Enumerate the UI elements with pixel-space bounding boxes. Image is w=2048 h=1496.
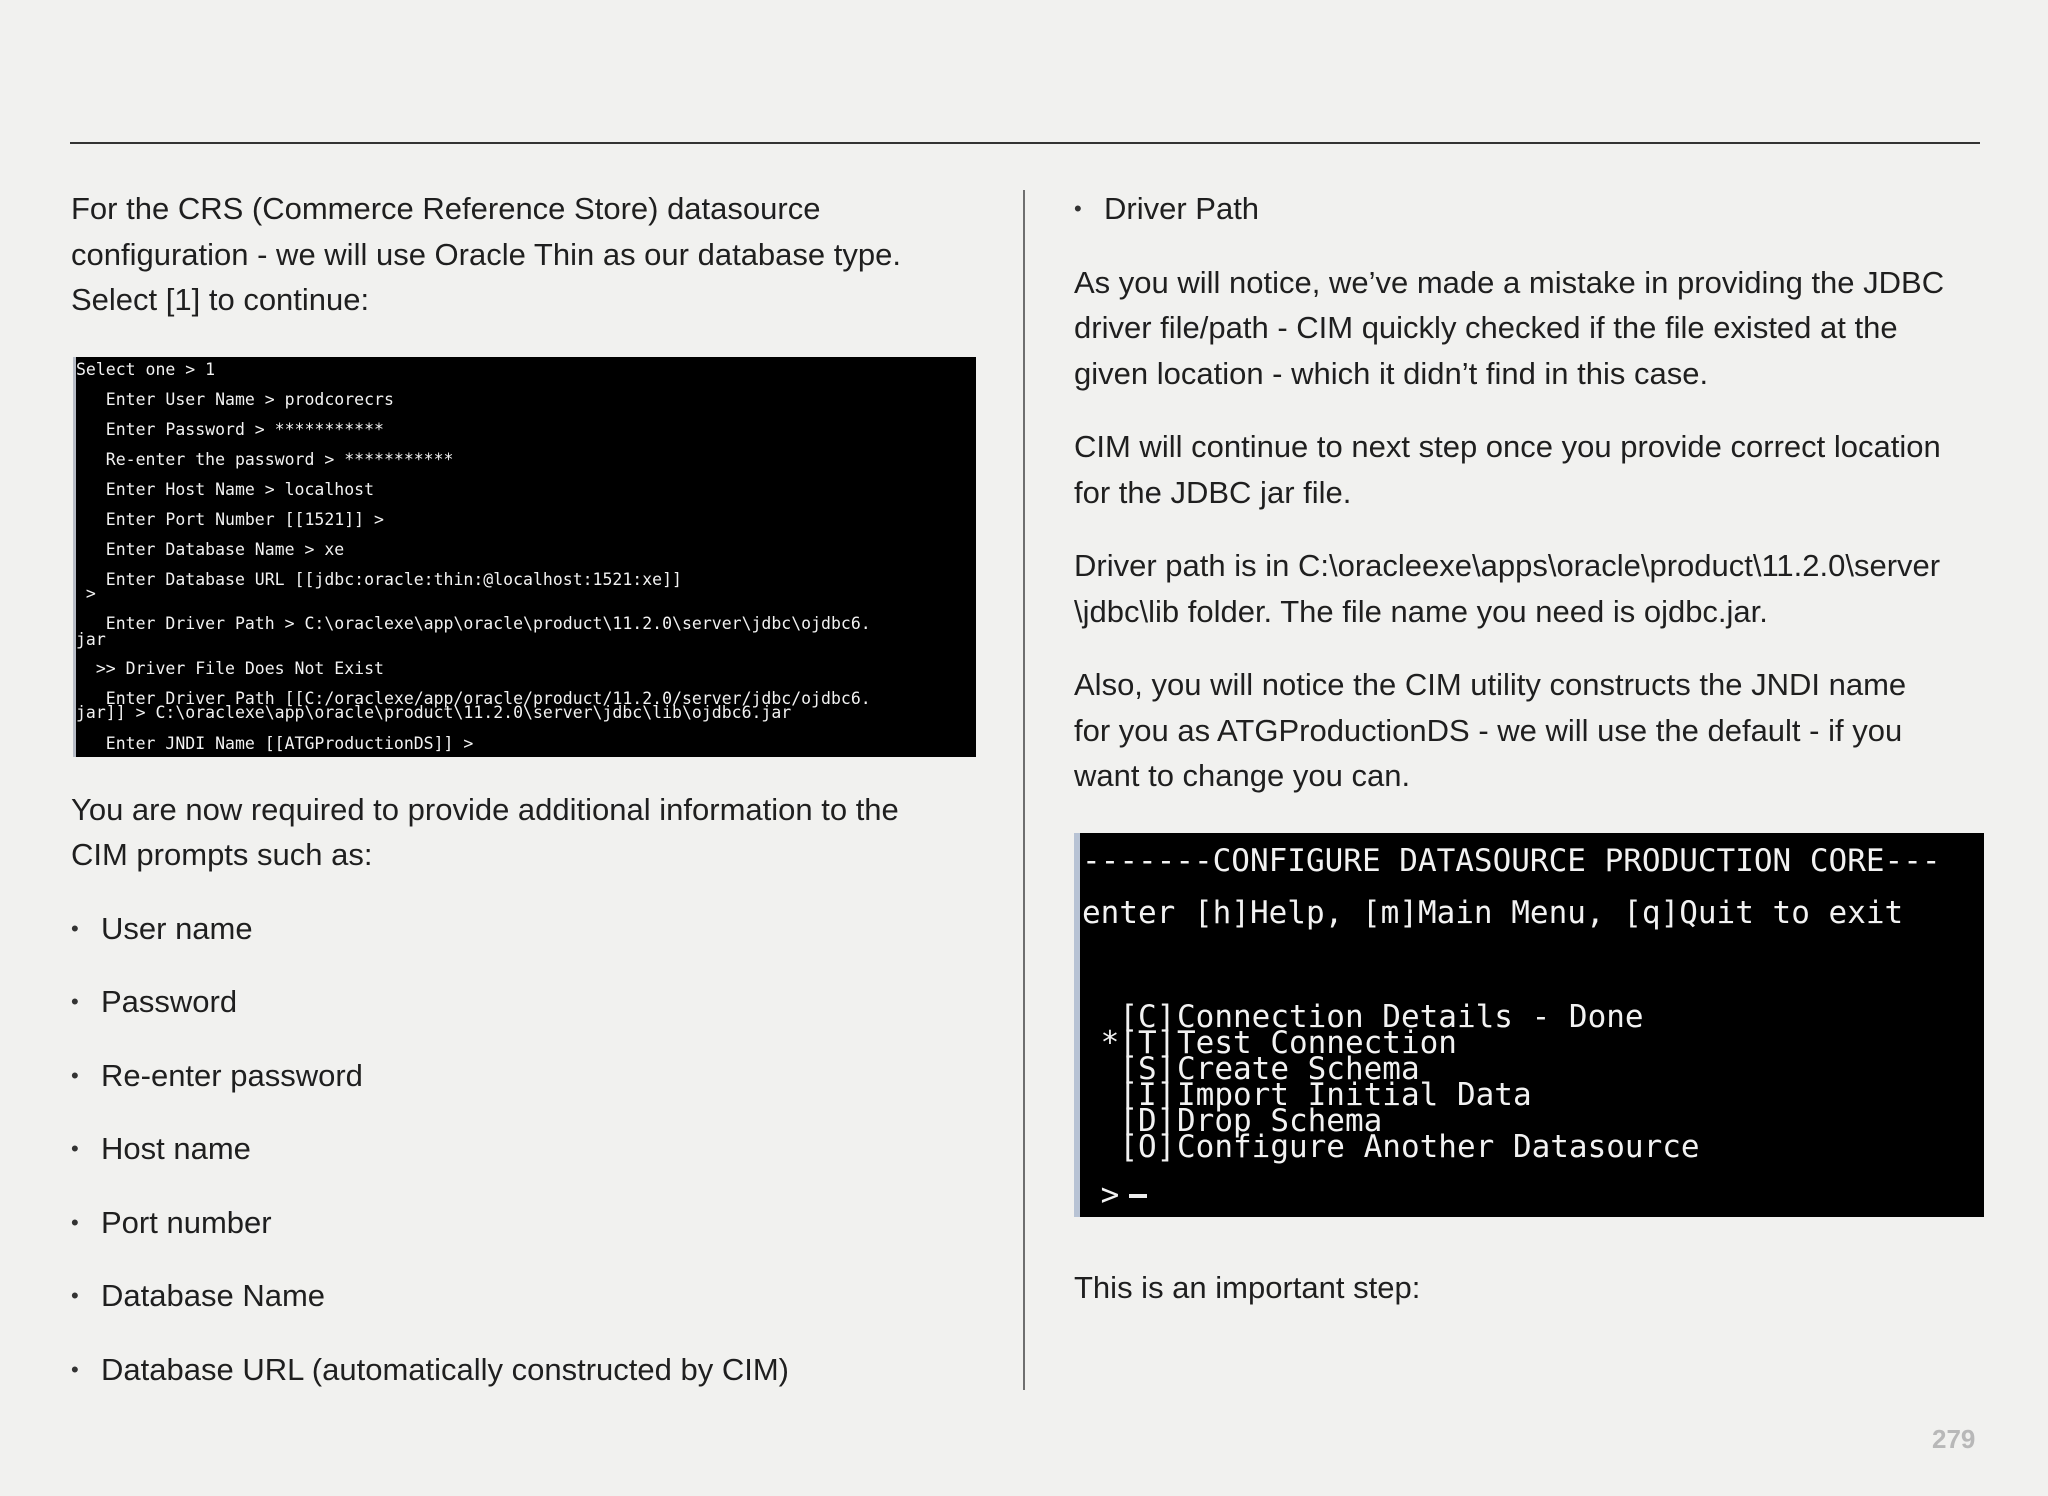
terminal-line: Enter Port Number [[1521]] > [76,509,384,529]
menu-option: [S]Create Schema [1082,1050,1420,1087]
continue-paragraph: CIM will continue to next step once you provide correct location for the JDBC jar file. [1074,429,1941,510]
bullet-icon: • [71,915,79,941]
terminal-line: Enter User Name > prodcorecrs [76,389,394,409]
menu-option: [O]Configure Another Datasource [1082,1128,1700,1165]
bullet-icon: • [71,1209,79,1235]
bullet-icon: • [71,1136,79,1162]
list-item: • Port number [71,1200,971,1245]
terminal-line: > [76,583,96,603]
cursor-icon [1129,1194,1147,1198]
bullet-icon: • [71,1283,79,1309]
terminal-screenshot-datasource-menu [1074,833,1984,1217]
list-item: • Password [71,979,971,1024]
top-rule [70,142,1980,144]
terminal-prompt: > [1082,1179,1147,1211]
terminal-line: jar]] > C:\oraclexe\app\oracle\product\11.2.0\server\jdbc\lib\ojdbc6.jar [76,702,792,722]
terminal-line: Re-enter the password > *********** [76,449,454,469]
terminal-line: Enter Host Name > localhost [76,479,375,499]
terminal-line: Enter Database URL [[jdbc:oracle:thin:@localhost:1521:xe]] [76,569,682,589]
terminal-line: Select one > 1 [76,359,216,379]
terminal-header: -------CONFIGURE DATASOURCE PRODUCTION CORE--- [1082,842,1941,879]
jndi-paragraph: Also, you will notice the CIM utility constructs the JNDI name for you as ATGProductionDS - we will use the default - if you want to change you can. [1074,667,1907,794]
prompt-intro-paragraph: You are now required to provide additional information to the CIM prompts such as: [71,791,899,872]
terminal-line: Enter Driver Path > C:\oraclexe\app\oracle\product\11.2.0\server\jdbc\ojdbc6. [76,613,871,633]
page-number: 279 [1932,1424,1976,1454]
column-divider [1023,190,1025,1390]
closing-paragraph: This is an important step: [1074,1269,1421,1305]
terminal-screenshot-credentials [73,357,976,757]
left-column [71,186,971,1421]
terminal-help-line: enter [h]Help, [m]Main Menu, [q]Quit to exit [1082,894,1904,931]
terminal-line: Enter JNDI Name [[ATGProductionDS]] > [76,733,474,753]
list-item: • User name [71,906,971,951]
terminal-line: >> Driver File Does Not Exist [76,658,384,678]
bullet-icon: • [71,1357,79,1383]
menu-option: [C]Connection Details - Done [1082,998,1644,1035]
bullet-icon: • [1074,196,1082,221]
prompt-list [71,906,971,1393]
list-item: • Database Name [71,1273,971,1318]
list-item: • Database URL (automatically constructed by CIM) [71,1347,971,1392]
bullet-icon: • [71,989,79,1015]
list-item: • Driver Path [1074,186,1984,231]
menu-option: [D]Drop Schema [1082,1102,1383,1139]
terminal-line: Enter Driver Path [[C:/oraclexe/app/oracle/product/11.2.0/server/jdbc/ojdbc6. [76,688,871,708]
list-item: • Host name [71,1126,971,1171]
driver-path-paragraph: Driver path is in C:\oracleexe\apps\oracle\product\11.2.0\server \jdbc\lib folder. The file name you need is ojdbc.jar. [1074,548,1941,629]
list-item: • Re-enter password [71,1053,971,1098]
bullet-icon: • [71,1062,79,1088]
terminal-line: Enter Password > *********** [76,419,384,439]
intro-paragraph: For the CRS (Commerce Reference Store) datasource configuration - we will use Oracle Thin as our database type. Select [1] to continue: [71,191,901,317]
mistake-paragraph: As you will notice, we’ve made a mistake in providing the JDBC driver file/path - CIM quickly checked if the file existed at the given location - which it didn’t find in this case. [1074,264,1945,391]
terminal-line: Enter Database Name > xe [76,539,345,559]
terminal-line: jar [76,629,106,649]
right-column [1074,186,1984,1310]
menu-option: [I]Import Initial Data [1082,1076,1532,1113]
prompt-list-continued [1074,186,1984,231]
menu-option: *[T]Test Connection [1082,1024,1457,1061]
